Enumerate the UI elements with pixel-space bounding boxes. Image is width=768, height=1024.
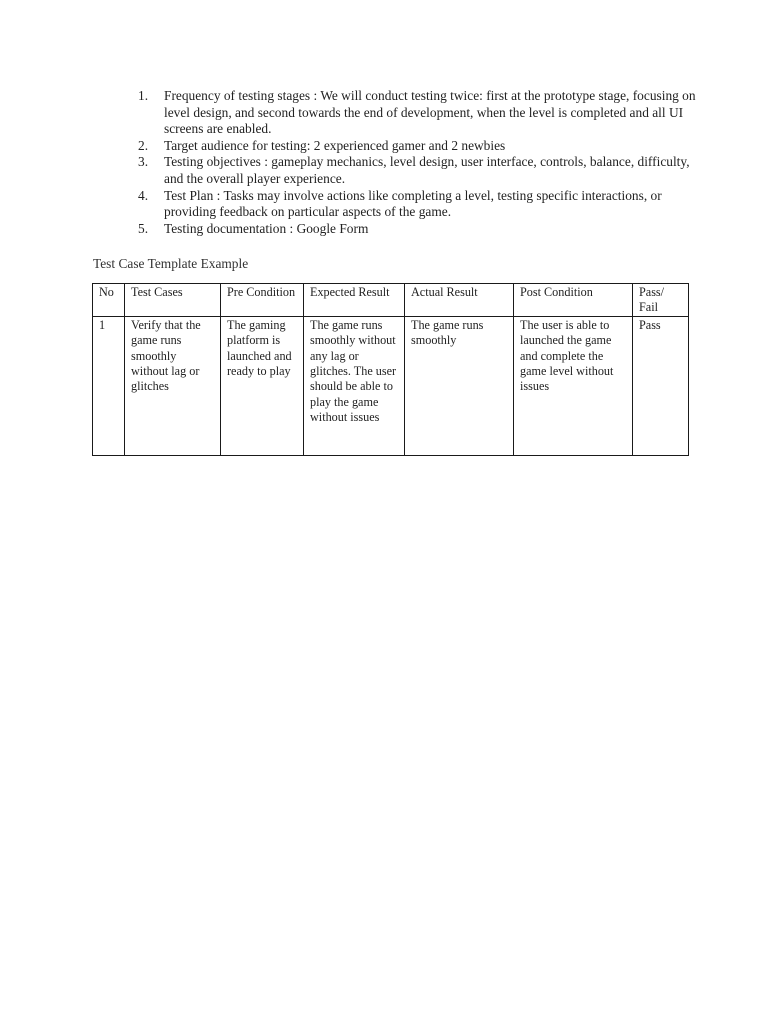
list-number: 3. <box>138 154 149 170</box>
table-cell: Pass <box>633 316 689 455</box>
list-text: Frequency of testing stages : We will conduct testing twice: first at the prototype stage, focusing on level design, and second towards the end of development, when the level is completed and all UI screens are enabled. <box>164 88 696 137</box>
list-text: Target audience for testing: 2 experienced gamer and 2 newbies <box>164 137 506 153</box>
list-number: 2. <box>138 137 149 153</box>
list-item <box>138 154 698 187</box>
table-cell: The user is able to launched the game and complete the game level without issues <box>514 316 633 455</box>
header-cell-pre-condition: Pre Condition <box>221 284 304 317</box>
testing-plan-list <box>138 88 698 237</box>
list-item <box>138 221 698 238</box>
list-text: Testing documentation : Google Form <box>164 220 369 236</box>
list-number: 5. <box>138 220 149 236</box>
list-text: Testing objectives : gameplay mechanics, level design, user interface, controls, balance, difficulty, and the overall player experience. <box>164 154 690 186</box>
list-item <box>138 188 698 221</box>
table-cell: 1 <box>93 316 125 455</box>
table-cell: The gaming platform is launched and ready to play <box>221 316 304 455</box>
header-cell-post-condition: Post Condition <box>514 284 633 317</box>
list-item <box>138 138 698 155</box>
table-caption: Test Case Template Example <box>93 256 249 271</box>
table-row <box>93 316 689 455</box>
header-cell-expected-result: Expected Result <box>304 284 405 317</box>
list-item <box>138 88 698 138</box>
header-cell-no: No <box>93 284 125 317</box>
test-case-table <box>92 283 689 456</box>
list-text: Test Plan : Tasks may involve actions like completing a level, testing specific interactions, or providing feedback on particular aspects of the game. <box>164 187 662 220</box>
list-number: 4. <box>138 187 149 203</box>
header-cell-pass-fail: Pass/ Fail <box>633 284 689 317</box>
header-cell-actual-result: Actual Result <box>405 284 514 317</box>
table-cell: The game runs smoothly <box>405 316 514 455</box>
table-header-row <box>93 284 689 317</box>
table-cell: The game runs smoothly without any lag or glitches. The user should be able to play the game without issues <box>304 316 405 455</box>
list-number: 1. <box>138 88 149 103</box>
table-cell: Verify that the game runs smoothly without lag or glitches <box>125 316 221 455</box>
header-cell-test-cases: Test Cases <box>125 284 221 317</box>
